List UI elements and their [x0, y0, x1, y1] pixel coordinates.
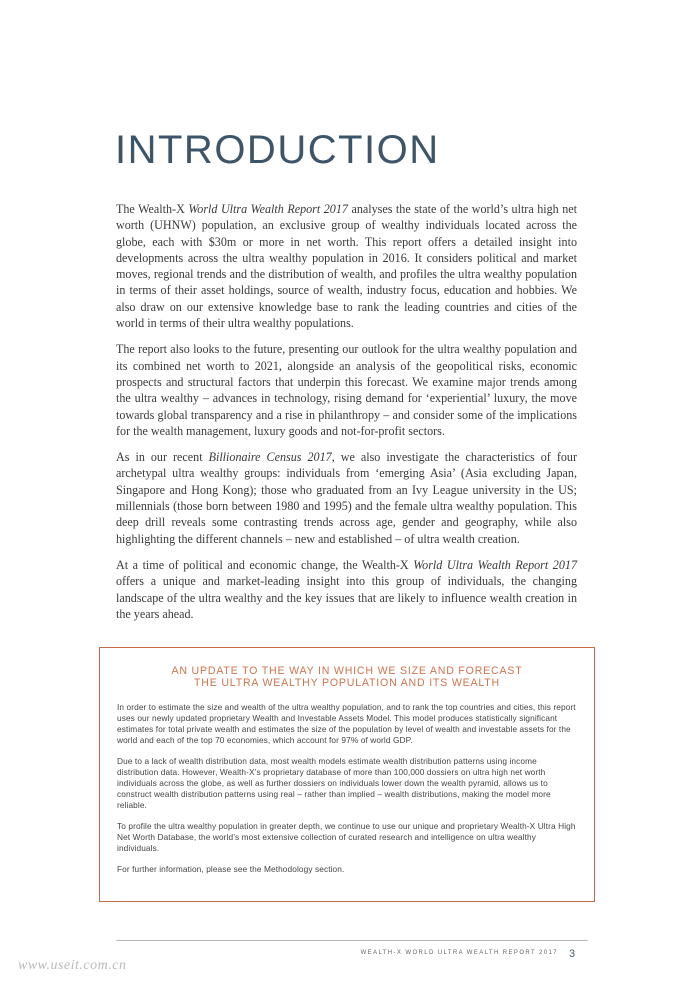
report-title-italic: World Ultra Wealth Report 2017: [413, 557, 577, 572]
page-title: INTRODUCTION: [115, 128, 440, 172]
page-number: 3: [569, 948, 576, 960]
intro-body: [116, 201, 577, 632]
intro-paragraph-4: At a time of political and economic change, the Wealth-X World Ultra Wealth Report 2017 offers a unique and market-leading insight into this group of individuals, the changing landscape of the ultra wealthy and the key issues that are likely to influence wealth creation in the years ahead.: [116, 557, 577, 621]
callout-paragraph-4: For further information, please see the Methodology section.: [117, 864, 345, 874]
footer-report-name: WEALTH-X WORLD ULTRA WEALTH REPORT 2017: [360, 950, 558, 956]
intro-paragraph-2: The report also looks to the future, presenting our outlook for the ultra wealthy population and its combined net worth to 2021, alongside an analysis of the geopolitical risks, economic prospects and structural factors that underpin this forecast. We examine major trends among the ultra wealthy – advances in technology, rising demand for ‘experiential’ luxury, the move towards global transparency and a rise in philanthropy – and consider some of the implications for the wealth management, luxury goods and not-for-profit sectors.: [116, 342, 577, 438]
callout-paragraph-3: To profile the ultra wealthy population in greater depth, we continue to use our unique and proprietary Wealth-X Ultra High Net Worth Database, the world’s most extensive collection of curated research and intelligence on ultra wealthy individuals.: [117, 821, 576, 853]
methodology-callout-box: [99, 647, 595, 902]
intro-paragraph-3: As in our recent Billionaire Census 2017, we also investigate the characteristics of four archetypal ultra wealthy groups: individuals from ‘emerging Asia’ (Asia excluding Japan, Singapore and Hong Kong); those who graduated from an Ivy League university in the US; millennials (those born between 1980 and 1995) and the female ultra wealthy population. This deep drill reveals some contrasting trends across age, gender and geography, while also highlighting the different channels – new and established – of ultra wealth creation.: [116, 450, 577, 546]
callout-paragraph-1: In order to estimate the size and wealth of the ultra wealthy population, and to rank the top countries and cities, this report uses our newly updated proprietary Wealth and Investable Assets Model. This model produces statistically significant estimates for total private wealth and estimates the size of the population by level of wealth and investable assets for the world and each of the top 70 economies, which account for 97% of world GDP.: [117, 702, 576, 745]
intro-paragraph-1: The Wealth-X World Ultra Wealth Report 2017 analyses the state of the world’s ultra high net worth (UHNW) population, an exclusive group of wealthy individuals located across the globe, each with $30m or more in net worth. This report offers a detailed insight into developments across the ultra wealthy population in 2016. It considers political and market moves, regional trends and the distribution of wealth, and profiles the ultra wealthy population in terms of their asset holdings, source of wealth, industry focus, education and hobbies. We also draw on our extensive knowledge base to rank the leading countries and cities of the world in terms of their ultra wealthy populations.: [116, 202, 577, 331]
report-title-italic: World Ultra Wealth Report 2017: [188, 202, 348, 216]
watermark: www.useit.com.cn: [18, 958, 127, 973]
census-title-italic: Billionaire Census 2017: [208, 450, 332, 465]
footer-divider: [116, 940, 588, 941]
callout-heading: AN UPDATE TO THE WAY IN WHICH WE SIZE AND FORECAST THE ULTRA WEALTHY POPULATION AND ITS WEALTH: [171, 665, 523, 689]
callout-paragraph-2: Due to a lack of wealth distribution data, most wealth models estimate wealth distribution patterns using income distribution data. However, Wealth-X’s proprietary database of more than 100,000 dossiers on ultra high net worth individuals across the globe, as well as further dossiers on individuals lower down the wealth pyramid, allows us to construct wealth distribution patterns using real – rather than implied – wealth distributions, making the model more reliable.: [117, 756, 551, 810]
